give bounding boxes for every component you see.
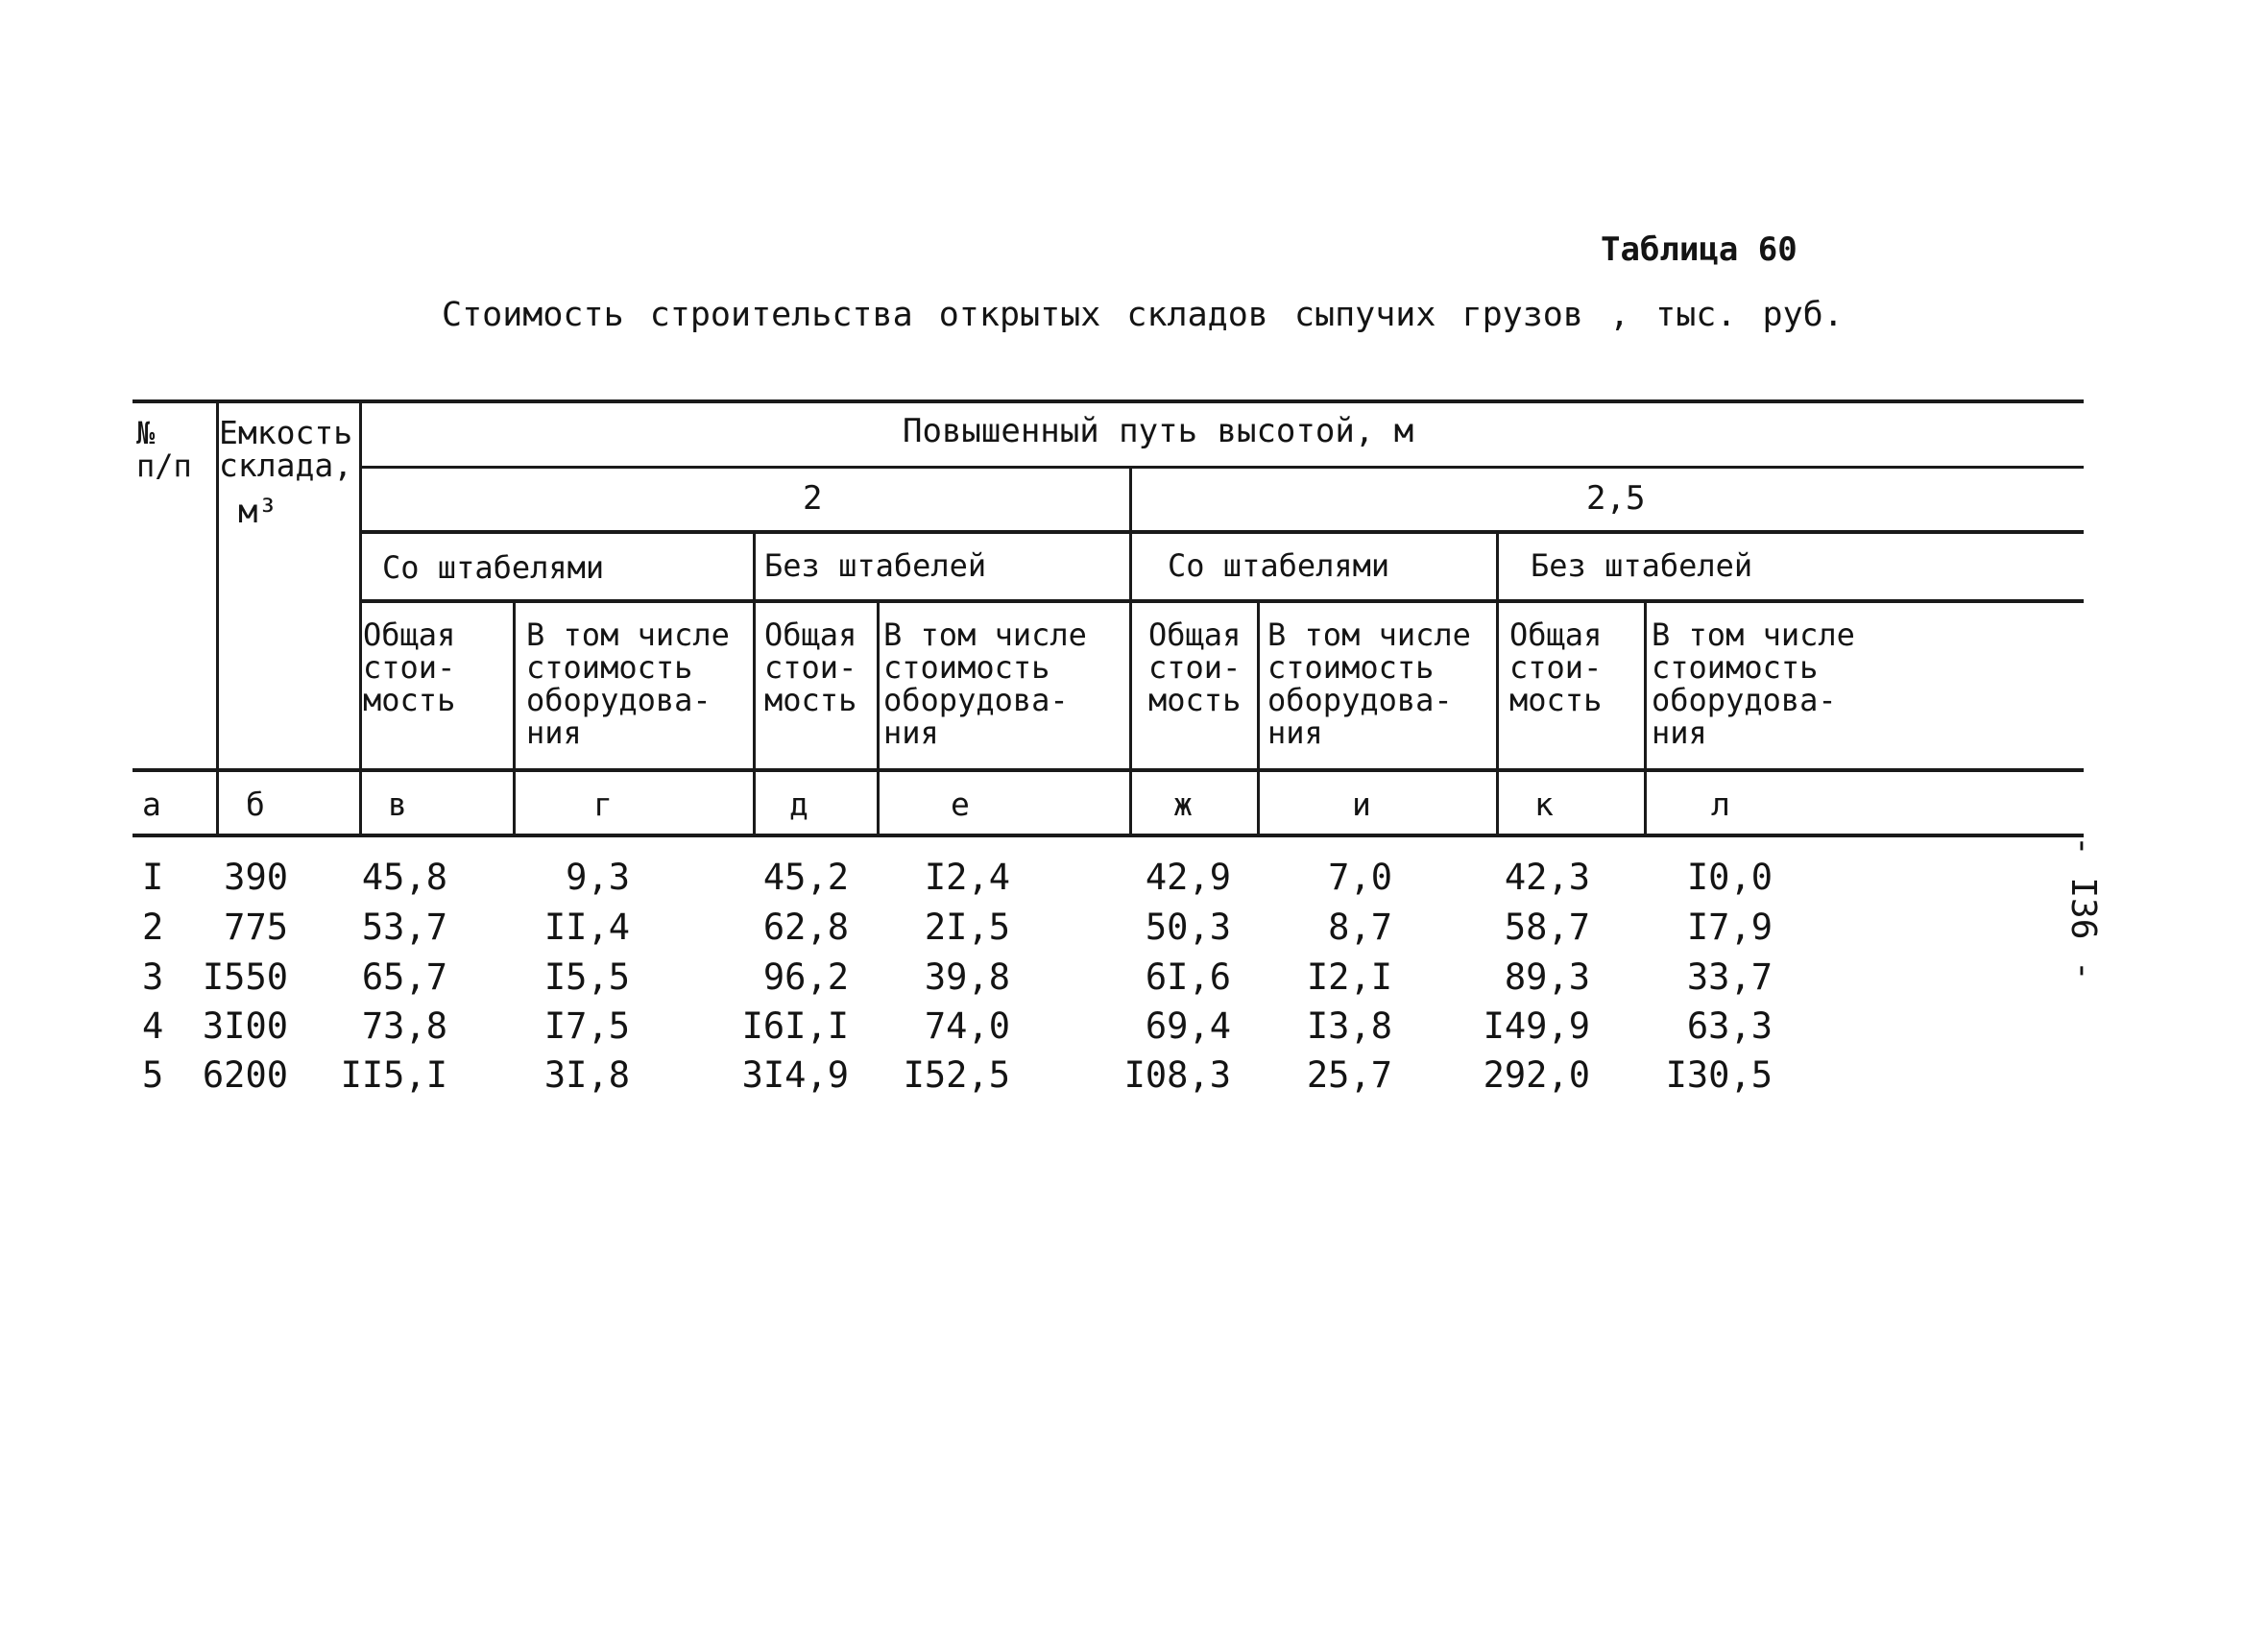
header-total-cost-k: Общая стои- мость (1509, 617, 1603, 718)
page-number: - I36 - (2063, 835, 2103, 981)
header-row-number: № п/п (136, 415, 192, 484)
row-number: 5 (142, 1054, 164, 1096)
table-cell: 8,7 (1328, 907, 1392, 948)
vline-col-g (513, 603, 516, 835)
table-cell: 45,8 (361, 857, 447, 898)
table-cell: I3,8 (1306, 1005, 1392, 1047)
column-letter: б (246, 786, 265, 823)
table-cell: I2,I (1306, 956, 1392, 998)
table-cell: 6200 (202, 1054, 288, 1096)
table-cell: 50,3 (1145, 907, 1231, 948)
table-cell: 6I,6 (1145, 956, 1231, 998)
table-cell: 775 (224, 907, 288, 948)
table-cell: 2I,5 (924, 907, 1010, 948)
table-cell: 45,2 (762, 857, 849, 898)
header-equipment-cost-l: В том числе стоимость оборудова- ния (1652, 617, 1855, 751)
table-cell: 39,8 (924, 956, 1010, 998)
table-cell: 65,7 (361, 956, 447, 998)
table-cell: 25,7 (1306, 1054, 1392, 1096)
vline-col-e (877, 603, 880, 835)
table-cell: 292,0 (1483, 1054, 1590, 1096)
rule-subgroups (361, 599, 2084, 603)
table-cell: I6I,I (741, 1005, 849, 1047)
header-total-cost-d: Общая стои- мость (764, 617, 857, 718)
header-equipment-cost-i: В том числе стоимость оборудова- ния (1267, 617, 1471, 751)
column-letter: а (142, 786, 161, 823)
table-cell: I5,5 (543, 956, 630, 998)
row-number: 3 (142, 956, 164, 998)
table-cell: I7,9 (1686, 907, 1773, 948)
table-cell: I30,5 (1665, 1054, 1773, 1096)
header-capacity: Емкость склада, (219, 414, 353, 484)
table-cell: 63,3 (1686, 1005, 1773, 1047)
header-group-title: Повышенный путь высотой, м (903, 412, 1414, 450)
header-capacity-unit: м³ (238, 493, 277, 531)
vline-height-split (1129, 469, 1132, 835)
table-cell: I49,9 (1483, 1005, 1590, 1047)
table-cell: 3I00 (202, 1005, 288, 1047)
column-letter: л (1711, 786, 1730, 823)
table-cell: 62,8 (762, 907, 849, 948)
rule-heights (361, 530, 2084, 534)
rule-header-bottom (133, 768, 2084, 772)
column-letter: в (388, 786, 407, 823)
table-cell: 96,2 (762, 956, 849, 998)
vline-col-l (1644, 603, 1647, 835)
header-stacks-2: Со штабелями (382, 549, 605, 586)
table-cell: II5,I (340, 1054, 447, 1096)
header-nostacks-2-5: Без штабелей (1531, 547, 1753, 584)
row-number: I (142, 857, 164, 898)
table-cell: 390 (224, 857, 288, 898)
table-cell: 53,7 (361, 907, 447, 948)
header-stacks-2-5: Со штабелями (1168, 547, 1390, 584)
table-cell: I0,0 (1686, 857, 1773, 898)
rule-letters (133, 834, 2084, 837)
rule-group (361, 466, 2084, 469)
header-nostacks-2: Без штабелей (764, 547, 987, 584)
table-cell: 9,3 (566, 857, 630, 898)
table-label: Таблица 60 (1601, 230, 1798, 269)
table-cell: 89,3 (1504, 956, 1590, 998)
table-cell: I08,3 (1123, 1054, 1231, 1096)
column-letter: г (593, 786, 613, 823)
header-equipment-cost-e: В том числе стоимость оборудова- ния (883, 617, 1087, 751)
vline-col-i (1257, 603, 1260, 835)
table-cell: I550 (202, 956, 288, 998)
header-total-cost-zh: Общая стои- мость (1148, 617, 1242, 718)
table-cell: 7,0 (1328, 857, 1392, 898)
column-letter: е (951, 786, 970, 823)
table-cell: I52,5 (903, 1054, 1010, 1096)
vline-sub-1 (753, 534, 756, 835)
table-cell: I7,5 (543, 1005, 630, 1047)
column-letter: к (1534, 786, 1554, 823)
row-number: 2 (142, 907, 164, 948)
table-cell: 42,9 (1145, 857, 1231, 898)
column-letter: д (789, 786, 808, 823)
table-cell: 74,0 (924, 1005, 1010, 1047)
header-height-2: 2 (803, 479, 823, 518)
rule-top (133, 399, 2084, 403)
table-cell: 58,7 (1504, 907, 1590, 948)
table-cell: 69,4 (1145, 1005, 1231, 1047)
column-letter: ж (1173, 786, 1193, 823)
page-title: Стоимость строительства открытых складов сыпучих грузов , тыс. руб. (442, 296, 1844, 334)
table-cell: 73,8 (361, 1005, 447, 1047)
row-number: 4 (142, 1005, 164, 1047)
table-cell: I2,4 (924, 857, 1010, 898)
header-equipment-cost-g: В том числе стоимость оборудова- ния (526, 617, 730, 751)
table-cell: 3I4,9 (741, 1054, 849, 1096)
table-cell: 42,3 (1504, 857, 1590, 898)
table-cell: 33,7 (1686, 956, 1773, 998)
table-cell: II,4 (543, 907, 630, 948)
column-letter: и (1352, 786, 1371, 823)
table-cell: 3I,8 (543, 1054, 630, 1096)
header-height-2-5: 2,5 (1586, 479, 1646, 518)
vline-capacity (359, 403, 362, 835)
vline-sub-3 (1496, 534, 1499, 835)
header-total-cost-v: Общая стои- мость (363, 617, 456, 718)
